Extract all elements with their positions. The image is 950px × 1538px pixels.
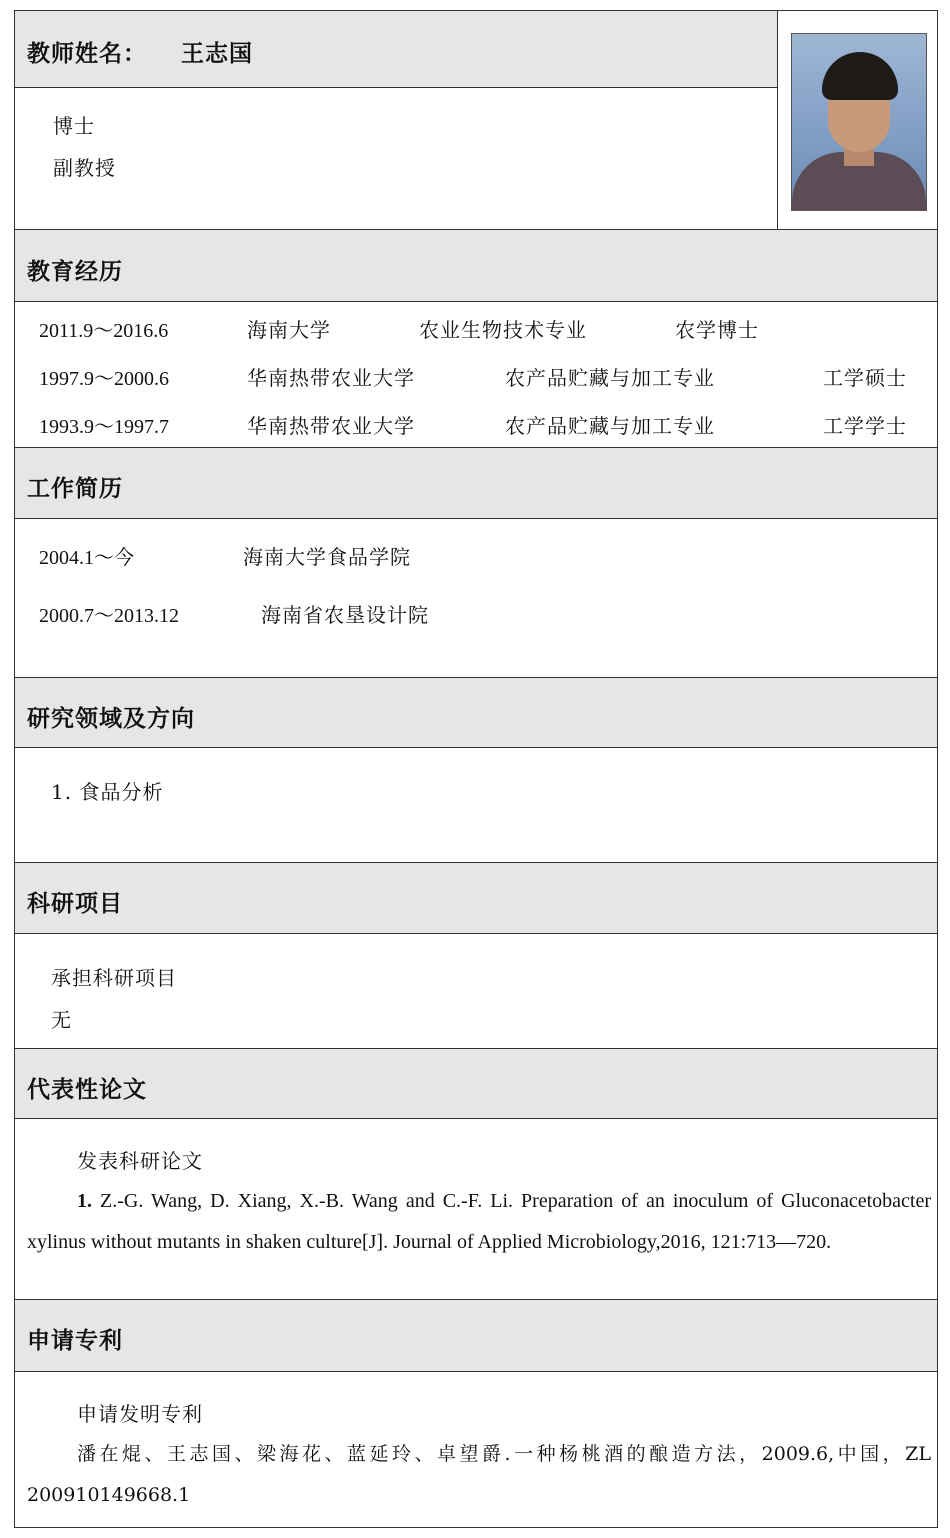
degree-text: 博士: [53, 114, 95, 138]
edu-degree: 工学硕士: [823, 366, 907, 390]
teacher-name: 王志国: [181, 41, 253, 67]
photo-divider: [777, 11, 778, 229]
work-period: 2000.7～2013.12: [39, 605, 179, 627]
patents-heading-row: [15, 1300, 937, 1372]
patents-intro: 申请发明专利: [77, 1402, 203, 1426]
papers-heading: 代表性论文: [27, 1077, 147, 1103]
edu-school: 海南大学: [247, 318, 331, 342]
work-org: 海南大学食品学院: [243, 545, 411, 569]
patent-citation-block: [27, 1434, 931, 1516]
teacher-photo: [791, 33, 927, 211]
education-heading: 教育经历: [27, 259, 123, 285]
education-list: [15, 302, 937, 447]
title-text: 副教授: [53, 156, 116, 180]
edu-degree: 工学学士: [823, 414, 907, 438]
edu-major: 农业生物技术专业: [419, 318, 587, 342]
projects-line1: 承担科研项目: [51, 966, 177, 990]
papers-intro: 发表科研论文: [77, 1149, 203, 1173]
name-header-row: [15, 11, 777, 88]
education-row: [15, 314, 937, 344]
edu-major: 农产品贮藏与加工专业: [505, 366, 715, 390]
name-label: 教师姓名：: [27, 41, 147, 67]
work-period: 2004.1～今: [39, 547, 134, 569]
paper-citation: Z.-G. Wang, D. Xiang, X.-B. Wang and C.-F. Li. Preparation of an inoculum of Gluconacetobacter xylinus without mutants in shaken culture[J]. Journal of Applied Microbiology,2016, 121:713—720.: [27, 1190, 932, 1253]
research-heading-row: [15, 678, 937, 748]
paper-citation-block: [27, 1181, 931, 1263]
work-heading: 工作简历: [27, 476, 123, 502]
work-org: 海南省农垦设计院: [261, 603, 429, 627]
patents-body: [15, 1372, 937, 1527]
education-row: [15, 362, 937, 392]
edu-school: 华南热带农业大学: [247, 366, 415, 390]
patents-heading: 申请专利: [27, 1328, 123, 1354]
projects-body: [15, 934, 937, 1048]
edu-period: 2011.9～2016.6: [39, 320, 169, 342]
patent-citation: 潘在焜、王志国、梁海花、蓝延玲、卓望爵.一种杨桃酒的酿造方法，2009.6,中国，ZL 200910149668.1: [27, 1443, 931, 1506]
edu-period: 1993.9～1997.7: [39, 416, 169, 438]
research-item: 1. 食品分析: [51, 780, 164, 804]
work-row: [15, 541, 937, 571]
projects-heading-row: [15, 863, 937, 934]
research-heading: 研究领域及方向: [27, 706, 195, 732]
work-heading-row: [15, 448, 937, 519]
research-body: [15, 748, 937, 862]
papers-heading-row: [15, 1049, 937, 1119]
degree-title-block: [15, 88, 777, 229]
projects-line2: 无: [51, 1008, 72, 1032]
education-row: [15, 410, 937, 440]
edu-degree: 农学博士: [675, 318, 759, 342]
teacher-profile-sheet: [14, 10, 938, 1528]
paper-number: 1.: [77, 1190, 92, 1212]
papers-body: [15, 1119, 937, 1299]
edu-period: 1997.9～2000.6: [39, 368, 169, 390]
edu-school: 华南热带农业大学: [247, 414, 415, 438]
education-heading-row: [15, 230, 937, 302]
edu-major: 农产品贮藏与加工专业: [505, 414, 715, 438]
work-row: [15, 599, 937, 629]
work-list: [15, 519, 937, 677]
projects-heading: 科研项目: [27, 891, 123, 917]
